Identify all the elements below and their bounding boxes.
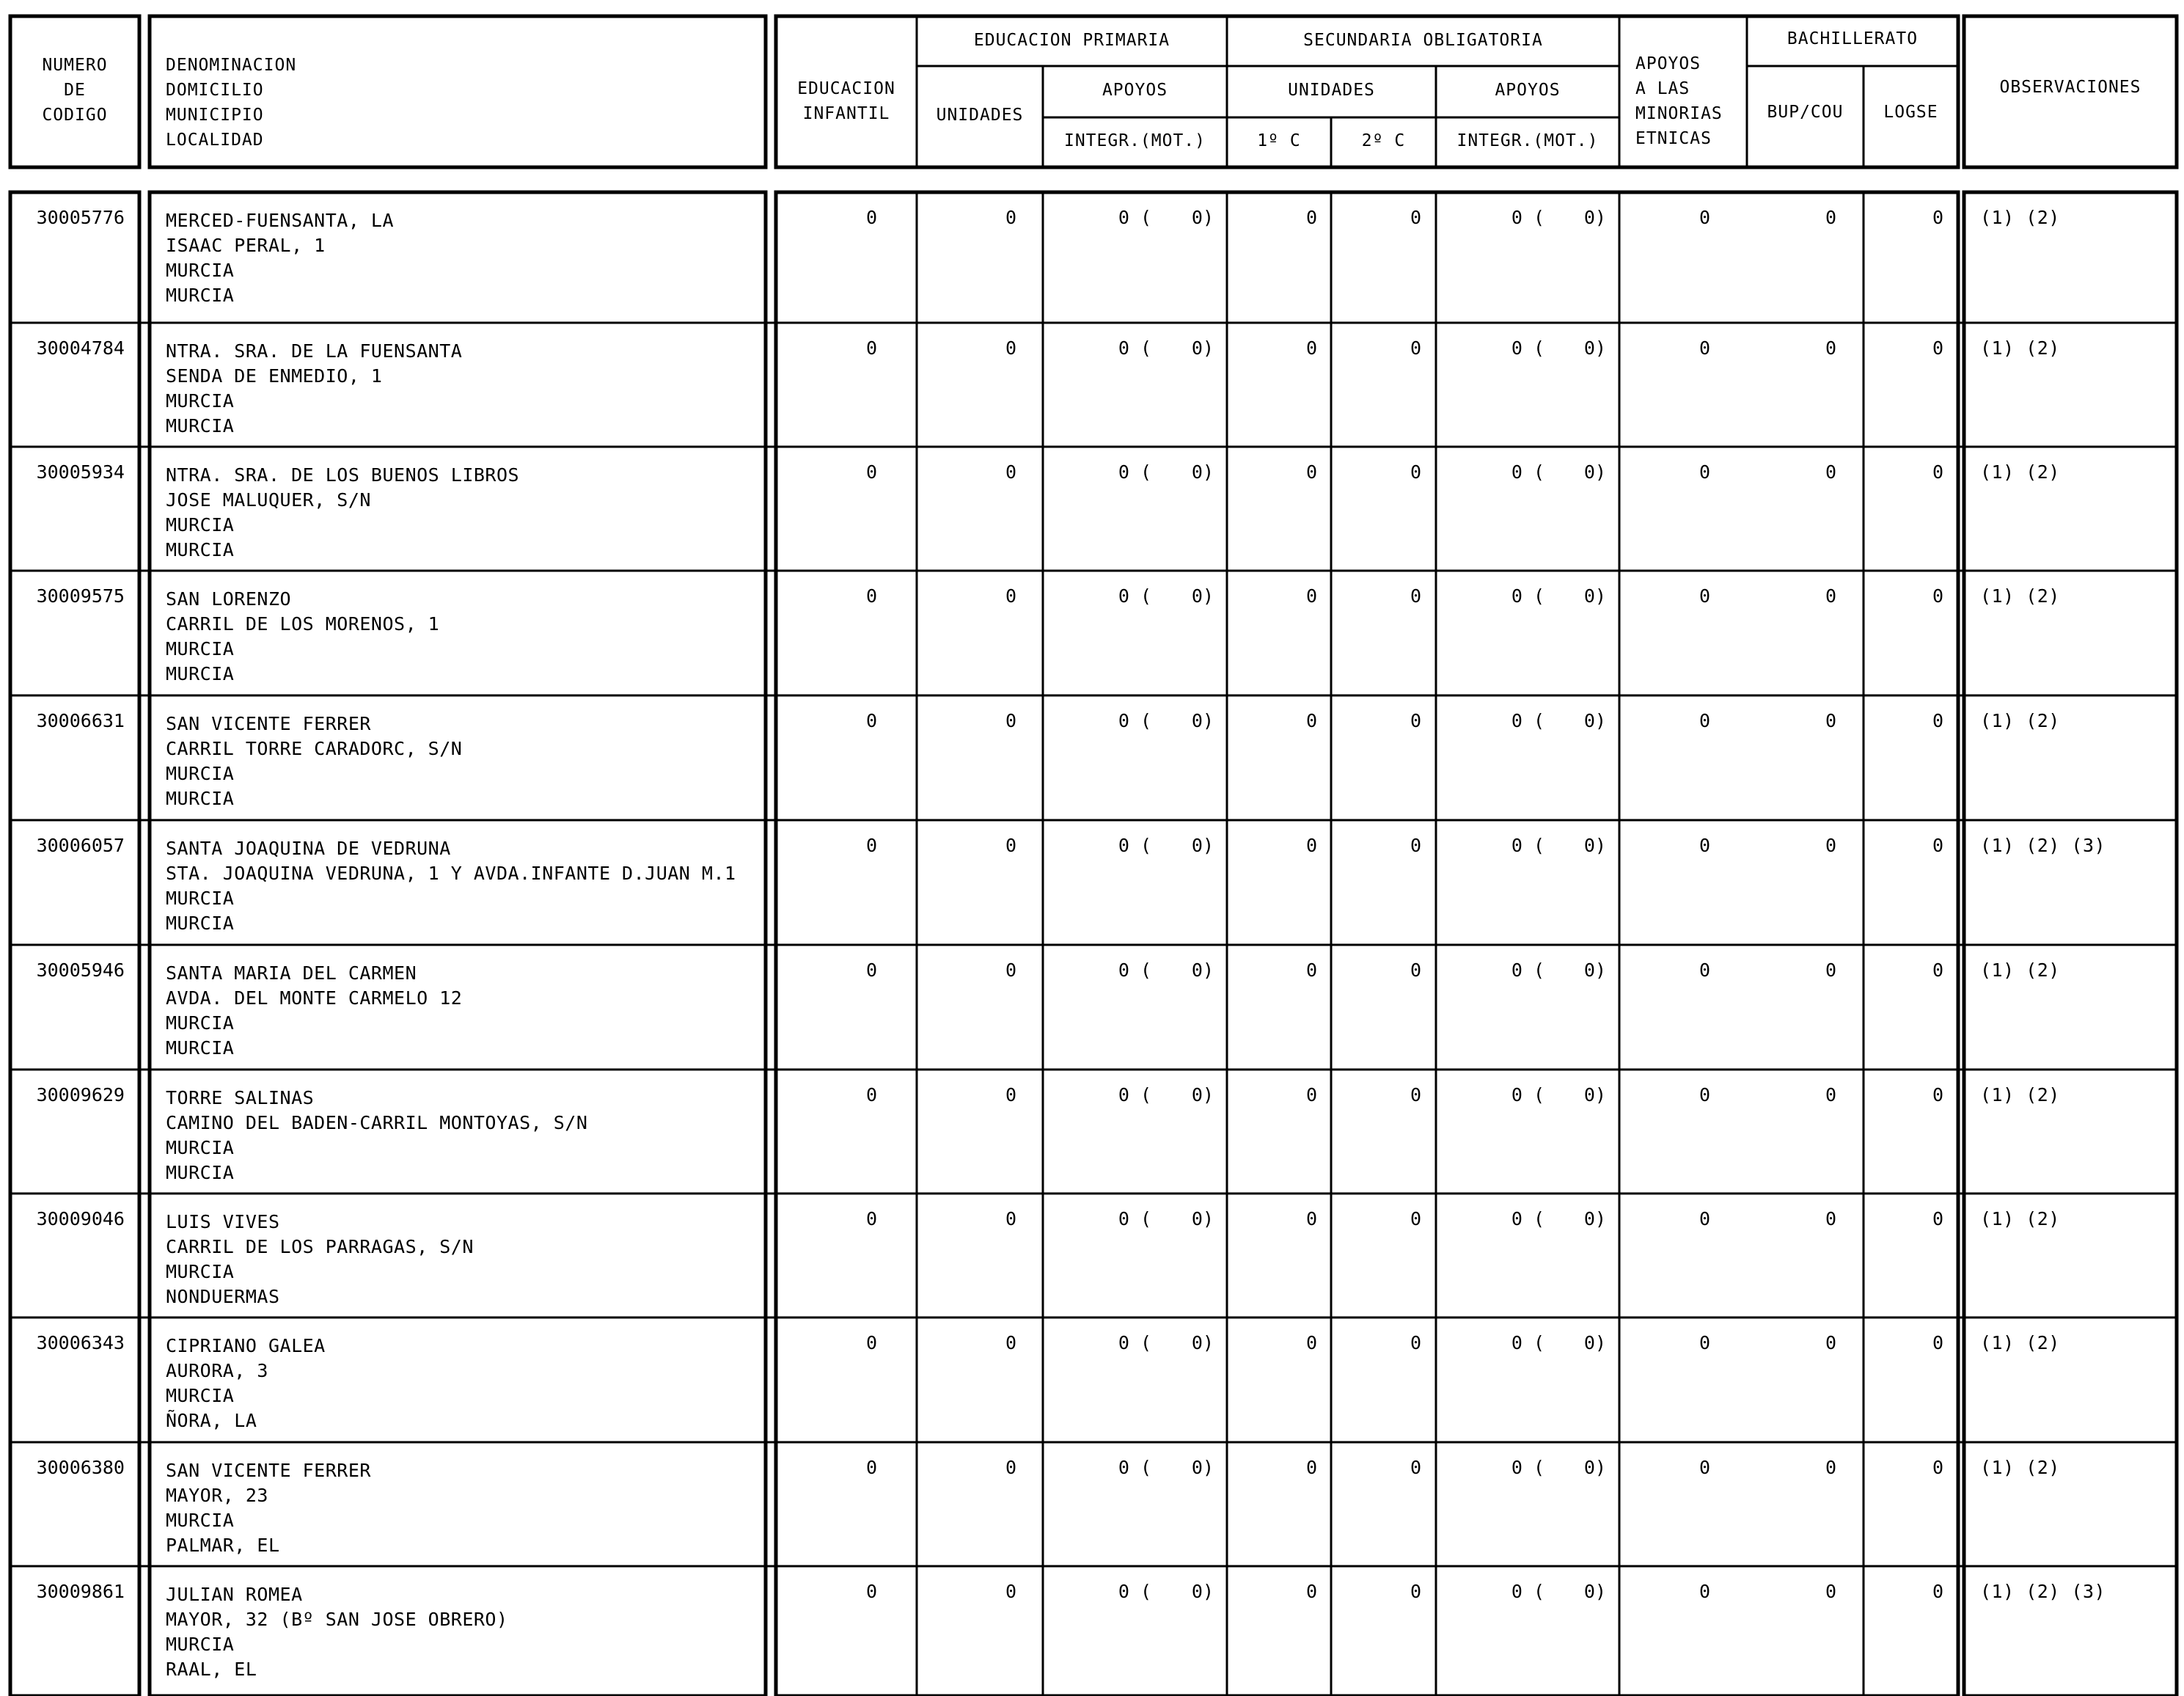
denominacion-domicilio xyxy=(166,961,760,1061)
bup-cou-value: 0 xyxy=(1825,585,1836,607)
secundaria-1c-value: 0 xyxy=(1305,337,1317,359)
primaria-apoyos-value: 0 ( xyxy=(1118,585,1151,607)
logse-value: 0 xyxy=(1932,461,1943,483)
denominacion-domicilio xyxy=(166,1458,760,1558)
primaria-integr-mot-value: 0) xyxy=(1191,1332,1214,1353)
logse-value: 0 xyxy=(1932,207,1943,228)
logse-value: 0 xyxy=(1932,337,1943,359)
denominacion-domicilio xyxy=(166,587,760,687)
secundaria-apoyos-value: 0 ( xyxy=(1511,337,1544,359)
primaria-unidades-value: 0 xyxy=(1005,585,1016,607)
secundaria-apoyos-value: 0 ( xyxy=(1511,1457,1544,1478)
address-line: MURCIA xyxy=(166,1634,235,1655)
secundaria-1c-value: 0 xyxy=(1305,1208,1317,1229)
header-primaria-integr-mot: INTEGR.(MOT.) xyxy=(1063,131,1206,150)
address-line: MURCIA xyxy=(166,788,235,809)
secundaria-2c-value: 0 xyxy=(1410,1332,1421,1353)
secundaria-2c-value: 0 xyxy=(1410,207,1421,228)
logse-value: 0 xyxy=(1932,1084,1943,1105)
primaria-unidades-value: 0 xyxy=(1005,1457,1016,1478)
bup-cou-value: 0 xyxy=(1825,960,1836,981)
header-bup-cou: BUP/COU xyxy=(1767,103,1844,122)
primaria-integr-mot-value: 0) xyxy=(1191,1208,1214,1229)
numero-codigo: 30005776 xyxy=(36,207,125,228)
secundaria-1c-value: 0 xyxy=(1305,1457,1317,1478)
secundaria-integr-mot-value: 0) xyxy=(1583,710,1606,731)
numero-codigo: 30009046 xyxy=(36,1208,125,1229)
header-numero-codigo: NUMERO DE CODIGO xyxy=(42,56,108,125)
logse-value: 0 xyxy=(1932,1581,1943,1602)
secundaria-integr-mot-value: 0) xyxy=(1583,1581,1606,1602)
minorias-value: 0 xyxy=(1699,1084,1710,1105)
address-line: MURCIA xyxy=(166,888,235,909)
educacion-infantil-value: 0 xyxy=(865,207,877,228)
primaria-apoyos-value: 0 ( xyxy=(1118,960,1151,981)
address-line: RAAL, EL xyxy=(166,1659,257,1680)
minorias-value: 0 xyxy=(1699,960,1710,981)
secundaria-apoyos-value: 0 ( xyxy=(1511,1208,1544,1229)
primaria-apoyos-value: 0 ( xyxy=(1118,835,1151,856)
denominacion-domicilio xyxy=(166,208,760,308)
address-line: MURCIA xyxy=(166,260,235,281)
secundaria-1c-value: 0 xyxy=(1305,461,1317,483)
address-line: MURCIA xyxy=(166,1037,235,1059)
primaria-apoyos-value: 0 ( xyxy=(1118,710,1151,731)
secundaria-integr-mot-value: 0) xyxy=(1583,1457,1606,1478)
address-line: MURCIA xyxy=(166,285,235,306)
logse-value: 0 xyxy=(1932,1457,1943,1478)
secundaria-2c-value: 0 xyxy=(1410,1581,1421,1602)
minorias-value: 0 xyxy=(1699,585,1710,607)
primaria-apoyos-value: 0 ( xyxy=(1118,1332,1151,1353)
secundaria-integr-mot-value: 0) xyxy=(1583,1332,1606,1353)
secundaria-1c-value: 0 xyxy=(1305,710,1317,731)
primaria-apoyos-value: 0 ( xyxy=(1118,1457,1151,1478)
secundaria-2c-value: 0 xyxy=(1410,1457,1421,1478)
address-line: PALMAR, EL xyxy=(166,1535,280,1556)
secundaria-1c-value: 0 xyxy=(1305,1581,1317,1602)
educacion-infantil-value: 0 xyxy=(865,835,877,856)
header-secundaria-obligatoria: SECUNDARIA OBLIGATORIA xyxy=(1303,31,1543,50)
numero-codigo: 30009629 xyxy=(36,1084,125,1105)
observaciones-value: (1) (2) xyxy=(1980,1457,2060,1478)
primaria-apoyos-value: 0 ( xyxy=(1118,1084,1151,1105)
secundaria-integr-mot-value: 0) xyxy=(1583,835,1606,856)
numero-codigo: 30009861 xyxy=(36,1581,125,1602)
address-line: MURCIA xyxy=(166,514,235,536)
address-line: MURCIA xyxy=(166,1012,235,1034)
primaria-integr-mot-value: 0) xyxy=(1191,960,1214,981)
address-line: AURORA, 3 xyxy=(166,1360,268,1381)
address-line: CAMINO DEL BADEN-CARRIL MONTOYAS, S/N xyxy=(166,1112,588,1133)
primaria-unidades-value: 0 xyxy=(1005,461,1016,483)
address-line: MURCIA xyxy=(166,390,235,412)
denominacion-domicilio xyxy=(166,1582,760,1682)
header-bachillerato: BACHILLERATO xyxy=(1787,29,1919,48)
logse-value: 0 xyxy=(1932,710,1943,731)
address-line: MURCIA xyxy=(166,415,235,436)
address-line: MURCIA xyxy=(166,1261,235,1282)
secundaria-apoyos-value: 0 ( xyxy=(1511,710,1544,731)
secundaria-1c-value: 0 xyxy=(1305,835,1317,856)
secundaria-2c-value: 0 xyxy=(1410,710,1421,731)
denominacion-domicilio xyxy=(166,712,760,811)
bup-cou-value: 0 xyxy=(1825,1457,1836,1478)
observaciones-value: (1) (2) (3) xyxy=(1980,835,2106,856)
logse-value: 0 xyxy=(1932,1208,1943,1229)
primaria-unidades-value: 0 xyxy=(1005,1084,1016,1105)
address-line: SANTA MARIA DEL CARMEN xyxy=(166,962,417,984)
secundaria-2c-value: 0 xyxy=(1410,461,1421,483)
bup-cou-value: 0 xyxy=(1825,1084,1836,1105)
secundaria-integr-mot-value: 0) xyxy=(1583,1208,1606,1229)
observaciones-value: (1) (2) xyxy=(1980,207,2060,228)
bup-cou-value: 0 xyxy=(1825,337,1836,359)
address-line: JULIAN ROMEA xyxy=(166,1584,303,1605)
address-line: MURCIA xyxy=(166,638,235,659)
address-line: NONDUERMAS xyxy=(166,1286,280,1307)
primaria-unidades-value: 0 xyxy=(1005,710,1016,731)
numero-codigo: 30006343 xyxy=(36,1332,125,1353)
secundaria-1c-value: 0 xyxy=(1305,207,1317,228)
secundaria-2c-value: 0 xyxy=(1410,835,1421,856)
numero-codigo: 30004784 xyxy=(36,337,125,359)
address-line: MURCIA xyxy=(166,663,235,684)
primaria-unidades-value: 0 xyxy=(1005,1208,1016,1229)
minorias-value: 0 xyxy=(1699,207,1710,228)
educacion-infantil-value: 0 xyxy=(865,1457,877,1478)
primaria-apoyos-value: 0 ( xyxy=(1118,1581,1151,1602)
observaciones-value: (1) (2) xyxy=(1980,710,2060,731)
bup-cou-value: 0 xyxy=(1825,1332,1836,1353)
secundaria-2c-value: 0 xyxy=(1410,1208,1421,1229)
secundaria-2c-value: 0 xyxy=(1410,960,1421,981)
minorias-value: 0 xyxy=(1699,1581,1710,1602)
minorias-value: 0 xyxy=(1699,1332,1710,1353)
secundaria-1c-value: 0 xyxy=(1305,1332,1317,1353)
minorias-value: 0 xyxy=(1699,710,1710,731)
address-line: MURCIA xyxy=(166,913,235,934)
address-line: JOSE MALUQUER, S/N xyxy=(166,489,371,511)
secundaria-apoyos-value: 0 ( xyxy=(1511,585,1544,607)
logse-value: 0 xyxy=(1932,585,1943,607)
secundaria-2c-value: 0 xyxy=(1410,585,1421,607)
observaciones-value: (1) (2) xyxy=(1980,1084,2060,1105)
address-line: SENDA DE ENMEDIO, 1 xyxy=(166,365,383,387)
observaciones-value: (1) (2) xyxy=(1980,585,2060,607)
secundaria-integr-mot-value: 0) xyxy=(1583,337,1606,359)
numero-codigo: 30006380 xyxy=(36,1457,125,1478)
primaria-integr-mot-value: 0) xyxy=(1191,710,1214,731)
educacion-infantil-value: 0 xyxy=(865,710,877,731)
primaria-unidades-value: 0 xyxy=(1005,207,1016,228)
minorias-value: 0 xyxy=(1699,337,1710,359)
observaciones-value: (1) (2) xyxy=(1980,1208,2060,1229)
primaria-integr-mot-value: 0) xyxy=(1191,1457,1214,1478)
address-line: MURCIA xyxy=(166,1510,235,1531)
observaciones-value: (1) (2) xyxy=(1980,337,2060,359)
logse-value: 0 xyxy=(1932,1332,1943,1353)
observaciones-value: (1) (2) xyxy=(1980,1332,2060,1353)
primaria-apoyos-value: 0 ( xyxy=(1118,337,1151,359)
primaria-integr-mot-value: 0) xyxy=(1191,1084,1214,1105)
denominacion-domicilio xyxy=(166,463,760,563)
denominacion-domicilio xyxy=(166,1334,760,1433)
numero-codigo: 30009575 xyxy=(36,585,125,607)
header-segundo-ciclo: 2º C xyxy=(1361,131,1406,150)
primaria-integr-mot-value: 0) xyxy=(1191,1581,1214,1602)
primaria-unidades-value: 0 xyxy=(1005,835,1016,856)
header-secundaria-apoyos: APOYOS xyxy=(1495,81,1561,100)
educacion-infantil-value: 0 xyxy=(865,960,877,981)
primaria-integr-mot-value: 0) xyxy=(1191,585,1214,607)
secundaria-integr-mot-value: 0) xyxy=(1583,960,1606,981)
address-line: TORRE SALINAS xyxy=(166,1087,315,1108)
secundaria-apoyos-value: 0 ( xyxy=(1511,1581,1544,1602)
header-primaria-unidades: UNIDADES xyxy=(936,106,1024,125)
numero-codigo: 30006057 xyxy=(36,835,125,856)
address-line: MURCIA xyxy=(166,1162,235,1183)
address-line: CARRIL DE LOS MORENOS, 1 xyxy=(166,613,440,635)
secundaria-2c-value: 0 xyxy=(1410,1084,1421,1105)
address-line: STA. JOAQUINA VEDRUNA, 1 Y AVDA.INFANTE D.JUAN M.1 xyxy=(166,863,736,884)
secundaria-apoyos-value: 0 ( xyxy=(1511,835,1544,856)
header-primaria-apoyos: APOYOS xyxy=(1102,81,1168,100)
address-line: CARRIL DE LOS PARRAGAS, S/N xyxy=(166,1236,474,1257)
address-line: SAN VICENTE FERRER xyxy=(166,1460,371,1481)
address-line: ÑORA, LA xyxy=(166,1410,257,1431)
secundaria-integr-mot-value: 0) xyxy=(1583,1084,1606,1105)
primaria-integr-mot-value: 0) xyxy=(1191,207,1214,228)
header-secundaria-unidades: UNIDADES xyxy=(1288,81,1375,100)
secundaria-1c-value: 0 xyxy=(1305,960,1317,981)
educacion-infantil-value: 0 xyxy=(865,1581,877,1602)
header-secundaria-integr-mot: INTEGR.(MOT.) xyxy=(1456,131,1599,150)
address-line: MURCIA xyxy=(166,1385,235,1406)
address-line: MAYOR, 32 (Bº SAN JOSE OBRERO) xyxy=(166,1609,508,1630)
address-line: MURCIA xyxy=(166,763,235,784)
address-line: LUIS VIVES xyxy=(166,1211,280,1232)
secundaria-1c-value: 0 xyxy=(1305,585,1317,607)
denominacion-domicilio xyxy=(166,836,760,936)
header-educacion-primaria: EDUCACION PRIMARIA xyxy=(973,31,1170,50)
secundaria-2c-value: 0 xyxy=(1410,337,1421,359)
denominacion-domicilio xyxy=(166,1210,760,1309)
educacion-infantil-value: 0 xyxy=(865,461,877,483)
minorias-value: 0 xyxy=(1699,1457,1710,1478)
secundaria-apoyos-value: 0 ( xyxy=(1511,1084,1544,1105)
secundaria-integr-mot-value: 0) xyxy=(1583,461,1606,483)
header-educacion-infantil: EDUCACION INFANTIL xyxy=(797,79,895,123)
secundaria-apoyos-value: 0 ( xyxy=(1511,960,1544,981)
minorias-value: 0 xyxy=(1699,461,1710,483)
educacion-infantil-value: 0 xyxy=(865,1208,877,1229)
address-line: SANTA JOAQUINA DE VEDRUNA xyxy=(166,838,451,859)
educacion-infantil-value: 0 xyxy=(865,337,877,359)
numero-codigo: 30005934 xyxy=(36,461,125,483)
primaria-unidades-value: 0 xyxy=(1005,1332,1016,1353)
header-apoyos-minorias: APOYOS A LAS MINORIAS ETNICAS xyxy=(1635,54,1723,148)
address-line: CARRIL TORRE CARADORC, S/N xyxy=(166,738,463,759)
address-line: CIPRIANO GALEA xyxy=(166,1335,326,1356)
header-primer-ciclo: 1º C xyxy=(1257,131,1301,150)
observaciones-value: (1) (2) xyxy=(1980,461,2060,483)
address-line: ISAAC PERAL, 1 xyxy=(166,235,326,256)
bup-cou-value: 0 xyxy=(1825,710,1836,731)
denominacion-domicilio xyxy=(166,1086,760,1185)
bup-cou-value: 0 xyxy=(1825,461,1836,483)
header-logse: LOGSE xyxy=(1883,103,1938,122)
address-line: MERCED-FUENSANTA, LA xyxy=(166,210,395,231)
bup-cou-value: 0 xyxy=(1825,1208,1836,1229)
address-line: AVDA. DEL MONTE CARMELO 12 xyxy=(166,987,463,1009)
primaria-integr-mot-value: 0) xyxy=(1191,461,1214,483)
observaciones-value: (1) (2) xyxy=(1980,960,2060,981)
bup-cou-value: 0 xyxy=(1825,835,1836,856)
secundaria-apoyos-value: 0 ( xyxy=(1511,207,1544,228)
secundaria-1c-value: 0 xyxy=(1305,1084,1317,1105)
address-line: MAYOR, 23 xyxy=(166,1485,268,1506)
address-line: SAN VICENTE FERRER xyxy=(166,713,371,734)
primaria-apoyos-value: 0 ( xyxy=(1118,461,1151,483)
header-observaciones: OBSERVACIONES xyxy=(1999,78,2141,97)
primaria-unidades-value: 0 xyxy=(1005,960,1016,981)
primaria-apoyos-value: 0 ( xyxy=(1118,207,1151,228)
address-line: SAN LORENZO xyxy=(166,588,292,610)
observaciones-value: (1) (2) (3) xyxy=(1980,1581,2106,1602)
minorias-value: 0 xyxy=(1699,1208,1710,1229)
minorias-value: 0 xyxy=(1699,835,1710,856)
denominacion-domicilio xyxy=(166,339,760,439)
numero-codigo: 30006631 xyxy=(36,710,125,731)
primaria-unidades-value: 0 xyxy=(1005,1581,1016,1602)
logse-value: 0 xyxy=(1932,835,1943,856)
address-line: MURCIA xyxy=(166,539,235,560)
logse-value: 0 xyxy=(1932,960,1943,981)
educacion-infantil-value: 0 xyxy=(865,1332,877,1353)
numero-codigo: 30005946 xyxy=(36,960,125,981)
address-line: MURCIA xyxy=(166,1137,235,1158)
educacion-infantil-value: 0 xyxy=(865,585,877,607)
secundaria-apoyos-value: 0 ( xyxy=(1511,1332,1544,1353)
address-line: NTRA. SRA. DE LA FUENSANTA xyxy=(166,340,463,362)
bup-cou-value: 0 xyxy=(1825,207,1836,228)
educacion-infantil-value: 0 xyxy=(865,1084,877,1105)
address-line: NTRA. SRA. DE LOS BUENOS LIBROS xyxy=(166,464,520,486)
primaria-integr-mot-value: 0) xyxy=(1191,337,1214,359)
header-denominacion: DENOMINACION DOMICILIO MUNICIPIO LOCALIDAD xyxy=(166,56,297,150)
primaria-unidades-value: 0 xyxy=(1005,337,1016,359)
primaria-integr-mot-value: 0) xyxy=(1191,835,1214,856)
primaria-apoyos-value: 0 ( xyxy=(1118,1208,1151,1229)
secundaria-integr-mot-value: 0) xyxy=(1583,207,1606,228)
secundaria-integr-mot-value: 0) xyxy=(1583,585,1606,607)
bup-cou-value: 0 xyxy=(1825,1581,1836,1602)
secundaria-apoyos-value: 0 ( xyxy=(1511,461,1544,483)
